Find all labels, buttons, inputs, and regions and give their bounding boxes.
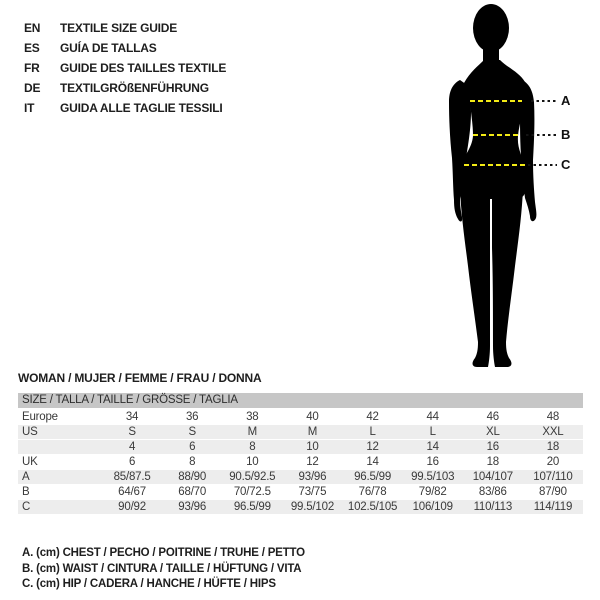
section-title: WOMAN / MUJER / FEMME / FRAU / DONNA: [18, 371, 262, 385]
table-cell: 88/90: [162, 470, 222, 485]
row-label: [18, 440, 102, 455]
table-cell: 46: [463, 410, 523, 425]
size-table-header: SIZE / TALLA / TAILLE / GRÖSSE / TAGLIA: [18, 393, 583, 408]
table-cell: 6: [162, 440, 222, 455]
row-label: Europe: [18, 410, 102, 425]
row-label: B: [18, 485, 102, 500]
table-cell: 8: [222, 440, 282, 455]
table-cell: S: [162, 425, 222, 440]
table-cell: L: [403, 425, 463, 440]
size-table-body: [18, 410, 583, 515]
table-row: [18, 470, 583, 485]
row-label: C: [18, 500, 102, 515]
table-cell: 93/96: [162, 500, 222, 515]
table-cell: 16: [463, 440, 523, 455]
woman-silhouette-icon: [420, 0, 585, 372]
hip-dash-line: [464, 164, 526, 166]
legend-line: C. (cm) HIP / CADERA / HANCHE / HÜFTE / HIPS: [22, 578, 276, 590]
table-cell: 90.5/92.5: [222, 470, 282, 485]
table-cell: 99.5/103: [403, 470, 463, 485]
language-code: ES: [24, 41, 40, 55]
waist-dash-line: [473, 134, 520, 136]
language-row: [24, 98, 226, 118]
table-cell: 14: [403, 440, 463, 455]
table-cell: 20: [523, 455, 583, 470]
measurement-legend: [22, 546, 305, 593]
table-cell: S: [102, 425, 162, 440]
table-cell: 34: [102, 410, 162, 425]
table-cell: 18: [523, 440, 583, 455]
table-cell: 14: [343, 455, 403, 470]
table-cell: 83/86: [463, 485, 523, 500]
table-cell: 87/90: [523, 485, 583, 500]
table-cell: 85/87.5: [102, 470, 162, 485]
waist-marker-label: B: [561, 127, 571, 142]
table-cell: 73/75: [282, 485, 342, 500]
legend-line: B. (cm) WAIST / CINTURA / TAILLE / HÜFTUNG / VITA: [22, 562, 302, 575]
language-list: [24, 18, 226, 118]
row-label: US: [18, 425, 102, 440]
table-cell: 76/78: [343, 485, 403, 500]
language-title: GUÍA DE TALLAS: [60, 41, 157, 55]
chest-leader-dots: [531, 100, 557, 102]
row-label: A: [18, 470, 102, 485]
table-cell: 18: [463, 455, 523, 470]
language-title: GUIDA ALLE TAGLIE TESSILI: [60, 101, 223, 115]
table-cell: 38: [222, 410, 282, 425]
language-title: GUIDE DES TAILLES TEXTILE: [60, 61, 227, 75]
table-cell: 93/96: [282, 470, 342, 485]
woman-silhouette-figure: [420, 0, 590, 372]
table-cell: 44: [403, 410, 463, 425]
chest-marker-label: A: [561, 93, 571, 108]
table-cell: L: [343, 425, 403, 440]
table-cell: 4: [102, 440, 162, 455]
table-cell: 40: [282, 410, 342, 425]
table-cell: 8: [162, 455, 222, 470]
row-label: UK: [18, 455, 102, 470]
hip-leader-dots: [528, 164, 557, 166]
table-cell: 70/72.5: [222, 485, 282, 500]
table-cell: 110/113: [463, 500, 523, 515]
table-cell: 10: [222, 455, 282, 470]
legend-line: A. (cm) CHEST / PECHO / POITRINE / TRUHE / PETTO: [22, 547, 305, 559]
table-cell: 48: [523, 410, 583, 425]
table-cell: M: [282, 425, 342, 440]
table-cell: 36: [162, 410, 222, 425]
table-cell: 68/70: [162, 485, 222, 500]
table-cell: 107/110: [523, 470, 583, 485]
language-row: [24, 38, 226, 58]
table-cell: 99.5/102: [282, 500, 342, 515]
table-cell: 64/67: [102, 485, 162, 500]
table-cell: 102.5/105: [343, 500, 403, 515]
table-row: [18, 455, 583, 470]
table-row: [18, 425, 583, 440]
table-cell: XXL: [523, 425, 583, 440]
table-cell: 114/119: [523, 500, 583, 515]
table-cell: 16: [403, 455, 463, 470]
chest-dash-line: [470, 100, 522, 102]
table-cell: 96.5/99: [343, 470, 403, 485]
table-cell: 104/107: [463, 470, 523, 485]
table-cell: 42: [343, 410, 403, 425]
table-cell: 90/92: [102, 500, 162, 515]
table-cell: 12: [282, 455, 342, 470]
table-row: [18, 485, 583, 500]
table-cell: 12: [343, 440, 403, 455]
table-row: [18, 410, 583, 425]
hip-marker-label: C: [561, 157, 571, 172]
language-title: TEXTILGRÖßENFÜHRUNG: [60, 81, 209, 95]
table-cell: 10: [282, 440, 342, 455]
language-title: TEXTILE SIZE GUIDE: [60, 21, 178, 35]
language-code: FR: [24, 61, 40, 75]
language-code: EN: [24, 21, 41, 35]
size-table-grid: [18, 410, 583, 515]
table-cell: 96.5/99: [222, 500, 282, 515]
language-row: [24, 78, 226, 98]
table-cell: M: [222, 425, 282, 440]
language-code: IT: [24, 101, 35, 115]
waist-leader-dots: [526, 134, 557, 136]
table-row: [18, 440, 583, 455]
table-cell: XL: [463, 425, 523, 440]
size-table: [18, 393, 583, 515]
table-row: [18, 500, 583, 515]
table-cell: 106/109: [403, 500, 463, 515]
table-cell: 79/82: [403, 485, 463, 500]
language-code: DE: [24, 81, 41, 95]
language-row: [24, 58, 226, 78]
language-row: [24, 18, 226, 38]
table-cell: 6: [102, 455, 162, 470]
